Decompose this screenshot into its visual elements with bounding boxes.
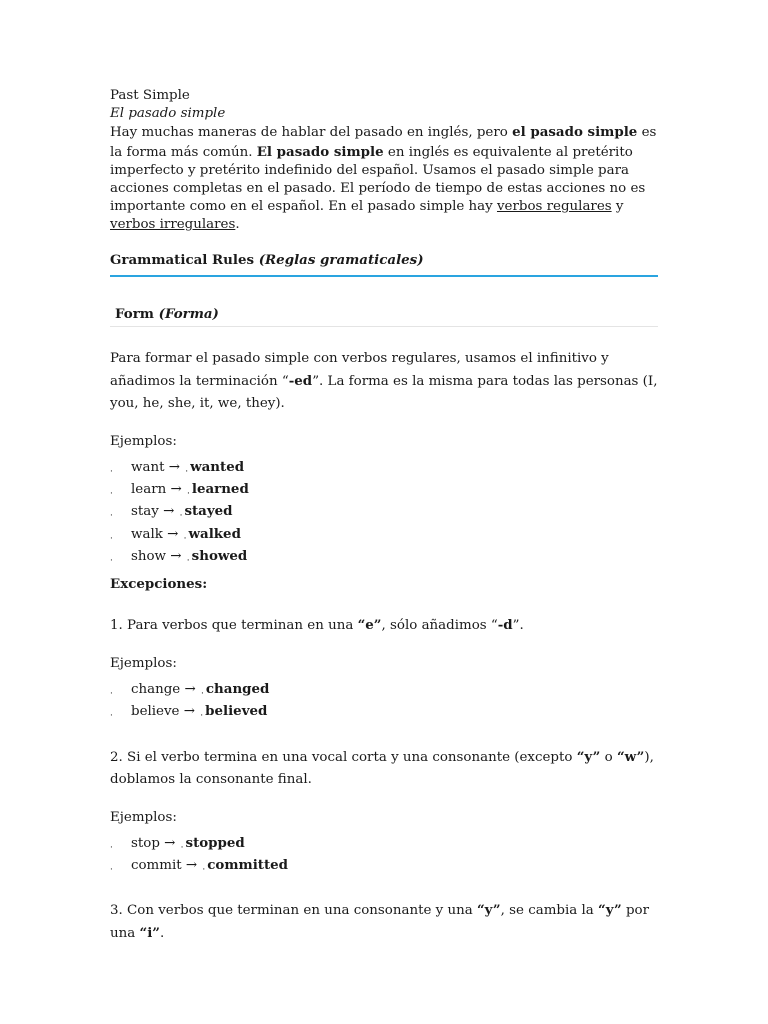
examples-list-main: [110, 459, 658, 571]
grammatical-rules-heading: Grammatical Rules (Reglas gramaticales): [110, 251, 424, 268]
past-verb: changed: [205, 680, 270, 697]
examples-list-e: [110, 681, 658, 726]
examples-list-double: [110, 835, 658, 880]
arrow-icon: →: [168, 459, 180, 475]
exception-1: 1. Para verbos que terminan en una “e”, sólo añadimos “-d”.: [110, 616, 524, 633]
bullet-marker: ·: [110, 688, 113, 699]
example-item: [110, 681, 658, 703]
link-verbos-regulares[interactable]: verbos regulares: [496, 199, 612, 215]
examples-label: Ejemplos:: [110, 433, 177, 449]
exception-3: 3. Con verbos que terminan en una consonante y una “y”, se cambia la “y” por una “i”.: [110, 902, 649, 942]
past-verb: learned: [191, 481, 249, 498]
base-verb: believe: [131, 704, 180, 720]
dot-marker: ·: [201, 688, 204, 699]
past-verb: stayed: [184, 503, 233, 520]
exception-2: 2. Si el verbo termina en una vocal corta y una consonante (excepto “y” o “w”), doblamos la consonante final.: [110, 748, 654, 787]
bullet-marker: ·: [110, 489, 113, 500]
past-verb: believed: [205, 703, 268, 720]
page-title: Past Simple: [110, 88, 190, 103]
arrow-icon: →: [163, 504, 175, 520]
form-heading: Form (Forma): [115, 305, 219, 322]
example-item: [110, 835, 658, 857]
base-verb: stay: [131, 504, 159, 520]
past-verb: stopped: [185, 834, 245, 851]
bullet-marker: ·: [110, 711, 113, 722]
arrow-icon: →: [170, 482, 182, 498]
page-subtitle: El pasado simple: [110, 106, 226, 122]
examples-label: Ejemplos:: [110, 809, 177, 825]
form-paragraph: Para formar el pasado simple con verbos regulares, usamos el infinitivo y añadimos la terminación “-ed”. La forma es la misma para todas las personas (I, you, he, she, it, we, they).: [110, 350, 658, 411]
document-page: [110, 87, 658, 945]
example-item: [110, 481, 658, 503]
arrow-icon: →: [170, 549, 182, 565]
dot-marker: ·: [185, 466, 189, 477]
base-verb: change: [131, 681, 181, 697]
dot-marker: ·: [202, 865, 206, 876]
form-divider: [110, 326, 658, 327]
dot-marker: ·: [180, 842, 184, 853]
arrow-icon: →: [184, 681, 196, 697]
arrow-icon: →: [167, 526, 179, 542]
base-verb: walk: [131, 526, 163, 542]
dot-marker: ·: [179, 511, 183, 522]
bullet-marker: ·: [110, 842, 113, 853]
exceptions-label: Excepciones:: [110, 575, 208, 592]
link-verbos-irregulares[interactable]: verbos irregulares: [110, 217, 236, 233]
bullet-marker: ·: [110, 556, 113, 567]
arrow-icon: →: [185, 858, 198, 874]
example-item: [110, 459, 658, 481]
dot-marker: ·: [186, 489, 190, 500]
base-verb: learn: [131, 482, 167, 498]
example-item: [110, 548, 658, 570]
bullet-marker: ·: [110, 533, 113, 544]
past-verb: showed: [191, 548, 248, 565]
bullet-marker: ·: [110, 511, 113, 522]
bullet-marker: ·: [110, 865, 113, 876]
intro-paragraph: Hay muchas maneras de hablar del pasado en inglés, pero el pasado simple es la forma más común. El pasado simple en inglés es equivalente al pretérito imperfecto y pretérito indefinido del español. Usamos el pasado simple para acciones completas en el pasado. El período de tiempo de estas acciones no es importante como en el español. En el pasado simple hay verbos regulares y verbos irregulares.: [110, 124, 657, 233]
example-item: [110, 526, 658, 548]
arrow-icon: →: [183, 704, 195, 720]
past-verb: wanted: [190, 458, 245, 475]
rules-divider: [110, 275, 658, 277]
past-verb: walked: [188, 525, 241, 542]
dot-marker: ·: [200, 711, 204, 722]
dot-marker: ·: [183, 533, 187, 544]
base-verb: stop: [131, 835, 160, 851]
bullet-marker: ·: [110, 466, 113, 477]
example-item: [110, 703, 658, 725]
arrow-icon: →: [164, 835, 176, 851]
example-item: [110, 503, 658, 525]
past-verb: committed: [207, 857, 289, 874]
example-item: [110, 857, 658, 879]
base-verb: want: [131, 459, 165, 475]
examples-label: Ejemplos:: [110, 655, 177, 671]
dot-marker: ·: [186, 556, 190, 567]
base-verb: commit: [131, 858, 182, 874]
base-verb: show: [131, 549, 167, 565]
